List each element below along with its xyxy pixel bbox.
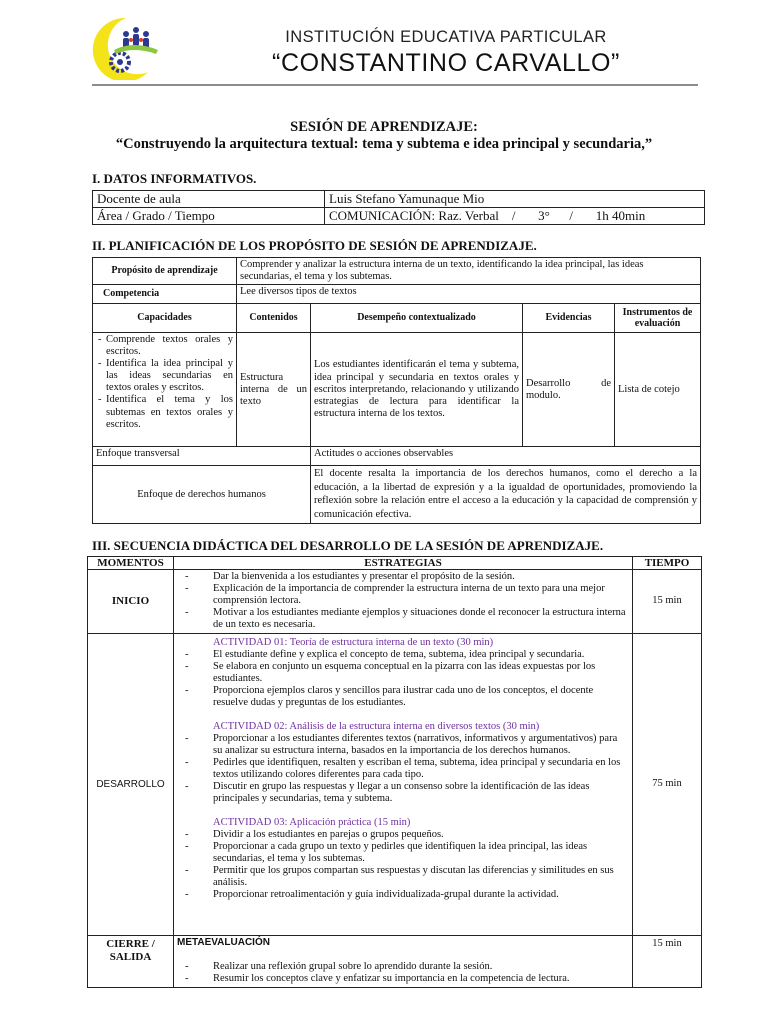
list-item: - Dar la bienvenida a los estudiantes y presentar el propósito de la sesión. — [177, 571, 629, 583]
proposito-text: Comprender y analizar la estructura interna de un texto, identificando la idea principal, las ideas secundarias, el tema y los subtemas. — [237, 258, 701, 285]
actitudes-label: Actitudes o acciones observables — [311, 447, 701, 466]
list-item: - Proporcionar retroalimentación y guía individualizada-grupal durante la actividad. — [177, 889, 629, 901]
table-row — [93, 447, 701, 466]
section-3-heading: III. SECUENCIA DIDÁCTICA DEL DESARROLLO DE LA SESIÓN DE APRENDIZAJE. — [92, 538, 604, 553]
table-row — [88, 634, 702, 936]
section-2-heading: II. PLANIFICACIÓN DE LOS PROPÓSITO DE SESIÓN DE APRENDIZAJE. — [92, 238, 537, 253]
list-item: - Realizar una reflexión grupal sobre lo aprendido durante la sesión. — [177, 961, 629, 973]
table-header-row — [93, 304, 701, 333]
activity-2-title: ACTIVIDAD 02: Análisis de la estructura interna en diversos textos (30 min) — [213, 721, 540, 732]
contenidos-cell: Estructura interna de un texto — [237, 333, 311, 447]
table-row — [93, 258, 701, 285]
inicio-strategies — [174, 570, 633, 634]
cierre-strategies — [174, 936, 633, 988]
docente-value: Luis Stefano Yamunaque Mio — [325, 191, 705, 208]
section-1-heading: I. DATOS INFORMATIVOS. — [92, 171, 257, 186]
list-item: - Explicación de la importancia de comprender la estructura interna de un texto para una mejor comprensión lectora. — [177, 583, 629, 607]
competencia-label: Competencia — [93, 285, 237, 304]
list-item: - Comprende textos orales y escritos. — [96, 334, 233, 358]
spacer — [177, 805, 629, 815]
table-row — [93, 333, 701, 447]
header-divider — [92, 84, 698, 86]
desempeno-cell: Los estudiantes identificarán el tema y subtema, idea principal y secundaria en textos orales y escritos interpretando, relacionando y utilizando estrategias de lectura para identificar la estructura interna de los textos. — [311, 333, 523, 447]
list-item: - Resumir los conceptos clave y enfatizar su importancia en la competencia de lectura. — [177, 973, 629, 985]
datos-informativos-table — [92, 190, 705, 225]
table-row — [88, 936, 702, 988]
cierre-time: 15 min — [633, 936, 702, 988]
planificacion-table — [92, 257, 701, 524]
enfoque-name: Enfoque de derechos humanos — [93, 466, 311, 524]
desarrollo-time: 75 min — [633, 634, 702, 936]
table-row — [93, 191, 705, 208]
metaevaluacion-label: METAEVALUACIÓN — [177, 937, 270, 948]
list-item: - El estudiante define y explica el concepto de tema, subtema, idea principal y secundaria. — [177, 649, 629, 661]
document-title: SESIÓN DE APRENDIZAJE: — [290, 119, 478, 135]
col-estrategias: ESTRATEGIAS — [174, 557, 633, 570]
spacer — [177, 709, 629, 719]
inicio-label: INICIO — [88, 570, 174, 634]
list-item: - Permitir que los grupos compartan sus respuestas y discutan las diferencias y similitudes en sus análisis. — [177, 865, 629, 889]
capacidades-cell — [93, 333, 237, 447]
col-capacidades: Capacidades — [93, 304, 237, 333]
table-row — [88, 570, 702, 634]
list-item: - Proporciona ejemplos claros y sencillos para ilustrar cada uno de los conceptos, el docente resuelve dudas y preguntas de los estudiantes. — [177, 685, 629, 709]
list-item: - Proporcionar a los estudiantes diferentes textos (narrativos, informativos y argumentativos) para su analizar su estructura interna, basados en la importancia de los derechos humanos. — [177, 733, 629, 757]
instrumentos-cell: Lista de cotejo — [615, 333, 701, 447]
proposito-label: Propósito de aprendizaje — [93, 258, 237, 285]
school-logo — [86, 10, 256, 80]
col-tiempo: TIEMPO — [633, 557, 702, 570]
table-header-row — [88, 557, 702, 570]
document-subtitle: “Construyendo la arquitectura textual: tema y subtema e idea principal y secundaria,” — [115, 136, 653, 152]
activity-3-title: ACTIVIDAD 03: Aplicación práctica (15 min) — [213, 817, 411, 828]
list-item: - Identifica la idea principal y las ideas secundarias en textos orales y escritos. — [96, 358, 233, 394]
col-instrumentos: Instrumentos de evaluación — [615, 304, 701, 333]
competencia-text: Lee diversos tipos de textos — [237, 285, 701, 304]
list-item: - Discutir en grupo las respuestas y llegar a un consenso sobre la identificación de las ideas principales y secundarias, tema y subtema. — [177, 781, 629, 805]
col-evidencias: Evidencias — [523, 304, 615, 333]
enfoque-text: El docente resalta la importancia de los derechos humanos, como el derecho a la educación, a la libertad de expresión y a la igualdad de oportunidades, promoviendo la reflexión sobre la relación entre el acceso a la educación y la capacidad de comprensión y comunicación efectiva. — [311, 466, 701, 524]
list-item: - Identifica el tema y los subtemas en textos orales y escritos. — [96, 394, 233, 430]
table-row — [93, 208, 705, 225]
desarrollo-strategies — [174, 634, 633, 936]
desarrollo-label: DESARROLLO — [88, 634, 174, 936]
list-item: - Se elabora en conjunto un esquema conceptual en la pizarra con las ideas expuestas por los estudiantes. — [177, 661, 629, 685]
cierre-label: CIERRE / SALIDA — [88, 936, 174, 988]
table-row — [93, 285, 701, 304]
secuencia-table — [87, 556, 702, 988]
spacer — [177, 949, 629, 961]
list-item: - Motivar a los estudiantes mediante ejemplos y situaciones donde el reconocer la estructura interna de un texto es necesaria. — [177, 607, 629, 631]
list-item: - Dividir a los estudiantes en parejas o grupos pequeños. — [177, 829, 629, 841]
inicio-time: 15 min — [633, 570, 702, 634]
enfoque-label: Enfoque transversal — [93, 447, 311, 466]
area-value: COMUNICACIÓN: Raz. Verbal / 3° / 1h 40min — [325, 208, 705, 225]
activity-1-title: ACTIVIDAD 01: Teoría de estructura interna de un texto (30 min) — [213, 637, 494, 648]
col-desempeno: Desempeño contextualizado — [311, 304, 523, 333]
table-row — [93, 466, 701, 524]
col-contenidos: Contenidos — [237, 304, 311, 333]
area-label: Área / Grado / Tiempo — [93, 208, 325, 225]
evidencias-cell: Desarrollo de modulo. — [523, 333, 615, 447]
institution-type: INSTITUCIÓN EDUCATIVA PARTICULAR — [285, 28, 607, 46]
list-item: - Pedirles que identifiquen, resalten y escriban el tema, subtema, idea principal y secundaria en los textos utilizando colores diferentes para cada tipo. — [177, 757, 629, 781]
docente-label: Docente de aula — [93, 191, 325, 208]
col-momentos: MOMENTOS — [88, 557, 174, 570]
list-item: - Proporcionar a cada grupo un texto y pedirles que identifiquen la idea principal, las ideas secundarias, el tema y los subtemas. — [177, 841, 629, 865]
institution-name: “CONSTANTINO CARVALLO” — [272, 49, 620, 77]
